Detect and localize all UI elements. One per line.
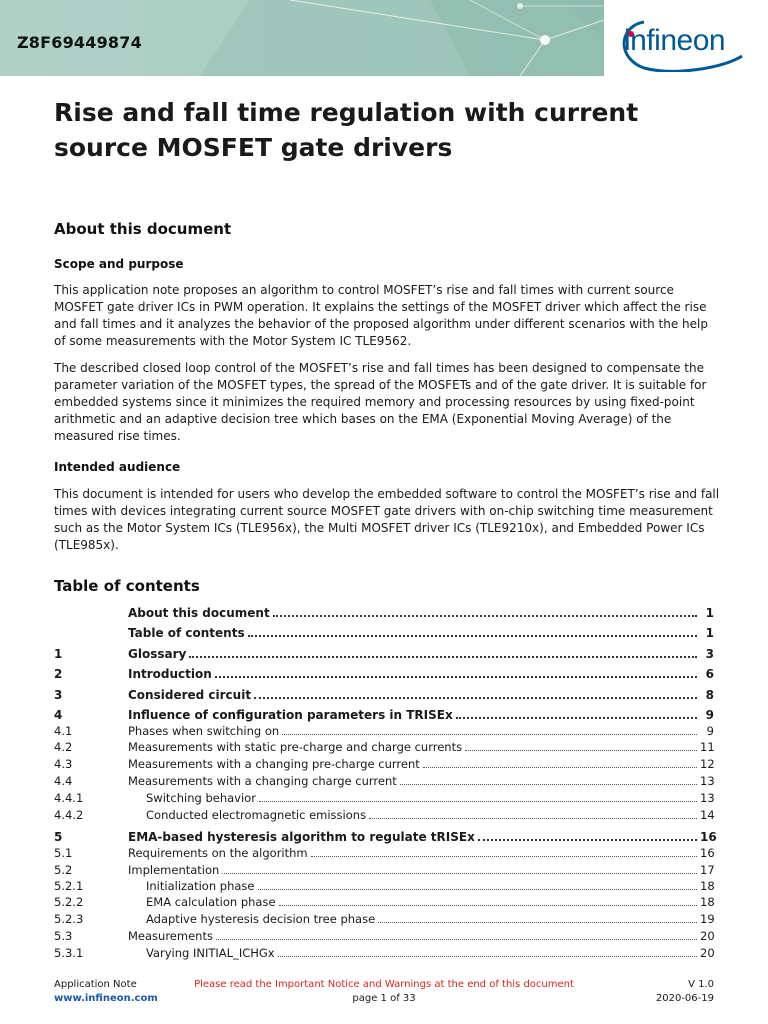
toc-leader-dots (378, 910, 697, 923)
toc-entry-page: 13 (700, 774, 715, 788)
toc-entry-number: 4.4.1 (54, 791, 84, 805)
toc-entry-title: Introduction (128, 667, 212, 681)
toc-entry-title: Measurements with a changing pre-charge current (128, 757, 420, 771)
toc-entry-page: 8 (705, 688, 714, 702)
toc-leader-dots (423, 755, 697, 768)
toc-entry-title: EMA calculation phase (146, 895, 276, 909)
toc-entry[interactable] (54, 927, 714, 943)
toc-entry-number: 1 (54, 647, 63, 661)
toc-entry-title: Glossary (128, 647, 187, 661)
toc-entry-title: Table of contents (128, 626, 245, 640)
toc-entry[interactable] (54, 944, 714, 960)
toc-entry-title: Considered circuit (128, 688, 252, 702)
toc-entry-page: 17 (700, 863, 715, 877)
toc-leader-dots (273, 603, 697, 617)
toc-leader-dots (258, 877, 698, 890)
toc-leader-dots (465, 738, 697, 751)
logo-wordmark: infineon (624, 24, 726, 57)
toc-entry-page: 20 (700, 929, 715, 943)
toc-leader-dots (282, 722, 697, 735)
important-notice: Please read the Important Notice and Warnings at the end of this document (194, 979, 574, 990)
toc-entry[interactable] (54, 738, 714, 754)
toc-entry-page: 18 (700, 879, 715, 893)
toc-entry-title: EMA-based hysteresis algorithm to regulate tRISEx (128, 830, 475, 844)
toc-entry-page: 3 (705, 647, 714, 661)
toc-leader-dots (278, 944, 697, 957)
footer-center (0, 978, 768, 1006)
toc-entry-title: About this document (128, 606, 270, 620)
document-title (54, 95, 694, 165)
toc-entry[interactable] (54, 772, 714, 788)
title-line-1: Rise and fall time regulation with current (54, 98, 639, 127)
toc-leader-dots (216, 927, 697, 940)
toc-entry-number: 2 (54, 667, 63, 681)
toc-entry-title: Requirements on the algorithm (128, 846, 308, 860)
date: 2020-06-19 (655, 993, 714, 1004)
toc-entry-number: 5.3.1 (54, 946, 84, 960)
toc-entry-title: Measurements (128, 929, 213, 943)
toc-entry[interactable] (54, 827, 717, 844)
infineon-logo (614, 18, 744, 72)
toc-entry-page: 18 (700, 895, 715, 909)
toc-entry-title: Implementation (128, 863, 220, 877)
toc-leader-dots (279, 893, 697, 906)
toc-entry-number: 4.3 (54, 757, 73, 771)
toc-leader-dots (259, 789, 697, 802)
scope-paragraph-1: This application note proposes an algorithm to control MOSFET’s rise and fall times with current source MOSFET gate driver ICs in PWM operation. It explains the settings of the MOSFET driver which affect the rise and fall times and it analyzes the behavior of the proposed algorithm under different scenarios with the help of some measurements with the Motor System IC TLE9562. (54, 283, 708, 348)
toc-entry[interactable] (54, 789, 714, 805)
toc-entry-number: 5.2.1 (54, 879, 84, 893)
toc-leader-dots (478, 827, 697, 841)
toc-entry[interactable] (54, 844, 714, 860)
toc-leader-dots (400, 772, 697, 785)
version: V 1.0 (688, 979, 714, 990)
toc-entry-page: 9 (705, 708, 714, 722)
toc-entry-title: Adaptive hysteresis decision tree phase (146, 912, 376, 926)
toc-entry-page: 16 (700, 830, 717, 844)
toc-leader-dots (456, 705, 697, 719)
toc-entry-title: Measurements with static pre-charge and charge currents (128, 740, 463, 754)
toc-entry-title: Phases when switching on (128, 724, 280, 738)
footer-right (656, 978, 714, 1006)
toc-entry-page: 12 (700, 757, 715, 771)
toc-entry-page: 1 (705, 606, 714, 620)
toc-entry-title: Conducted electromagnetic emissions (146, 808, 367, 822)
toc-entry-number: 5.3 (54, 929, 73, 943)
toc-entry-page: 9 (706, 724, 714, 738)
toc-leader-dots (248, 623, 697, 637)
toc-entry[interactable] (54, 685, 714, 701)
footer-doc-type: Application Note (54, 979, 137, 990)
toc-entry-page: 20 (700, 946, 715, 960)
toc-entry-page: 11 (700, 740, 715, 754)
toc-entry[interactable] (54, 861, 714, 877)
toc-entry[interactable] (54, 603, 714, 619)
toc-leader-dots (222, 861, 697, 874)
toc-entry-number: 5.2.2 (54, 895, 84, 909)
toc-entry-number: 4.1 (54, 724, 73, 738)
toc-entry-number: 5 (54, 830, 63, 844)
toc-entry-page: 19 (700, 912, 715, 926)
toc-entry[interactable] (54, 806, 714, 822)
toc-entry[interactable] (54, 755, 714, 771)
toc-entry[interactable] (54, 705, 714, 721)
toc-leader-dots (311, 844, 697, 857)
toc-entry-number: 5.2.3 (54, 912, 84, 926)
toc-entry-title: Influence of configuration parameters in TRISEx (128, 708, 453, 722)
toc-entry-number: 3 (54, 688, 63, 702)
toc-entry-number: 5.2 (54, 863, 73, 877)
toc-entry-title: Varying INITIAL_ICHGx (146, 946, 275, 960)
toc-entry-number: 4.4 (54, 774, 73, 788)
toc-entry-number: 4 (54, 708, 63, 722)
toc-entry-title: Switching behavior (146, 791, 256, 805)
toc-entry-number: 4.4.2 (54, 808, 84, 822)
toc-entry[interactable] (54, 664, 714, 680)
audience-paragraph: This document is intended for users who develop the embedded software to control the MOSFET’s rise and fall times with devices integrating current source MOSFET gate drivers with on-chip switching time measurement such as the Motor System ICs (TLE956x), the Multi MOSFET driver ICs (TLE9210x), and Embedded Power ICs (TLE985x). (54, 487, 720, 552)
document-id: Z8F69449874 (17, 33, 142, 52)
toc-leader-dots (254, 685, 697, 699)
title-line-2: source MOSFET gate drivers (54, 133, 453, 162)
toc-heading: Table of contents (54, 577, 200, 595)
toc-entry-page: 13 (700, 791, 715, 805)
toc-entry-title: Initialization phase (146, 879, 255, 893)
toc-entry[interactable] (54, 623, 714, 639)
toc-entry-number: 5.1 (54, 846, 73, 860)
toc-entry[interactable] (54, 644, 714, 660)
toc-entry-page: 16 (700, 846, 715, 860)
scope-heading: Scope and purpose (54, 257, 184, 271)
toc-entry-title: Measurements with a changing charge current (128, 774, 397, 788)
toc-entry[interactable] (54, 722, 714, 738)
toc-entry-page: 14 (700, 808, 715, 822)
toc-entry[interactable] (54, 877, 714, 893)
toc-leader-dots (215, 664, 697, 678)
toc-entry-page: 6 (705, 667, 714, 681)
page-number: page 1 of 33 (352, 993, 416, 1004)
toc-leader-dots (369, 806, 697, 819)
toc-leader-dots (189, 644, 697, 658)
audience-heading: Intended audience (54, 460, 181, 474)
toc-entry[interactable] (54, 893, 714, 909)
toc-entry-page: 1 (705, 626, 714, 640)
toc-entry-number: 4.2 (54, 740, 73, 754)
toc-entry[interactable] (54, 910, 714, 926)
about-heading: About this document (54, 220, 232, 238)
footer-website-link[interactable]: www.infineon.com (54, 993, 158, 1004)
scope-paragraph-2: The described closed loop control of the MOSFET’s rise and fall times has been designed to compensate the parameter variation of the MOSFET types, the spread of the MOSFETs and of the gate driver. It is suitable for embedded systems since it minimizes the required memory and processing resources by using fixed-point arithmetic and an adaptive decision tree which bases on the EMA (Exponential Moving Average) of the measured rise times. (54, 361, 707, 443)
